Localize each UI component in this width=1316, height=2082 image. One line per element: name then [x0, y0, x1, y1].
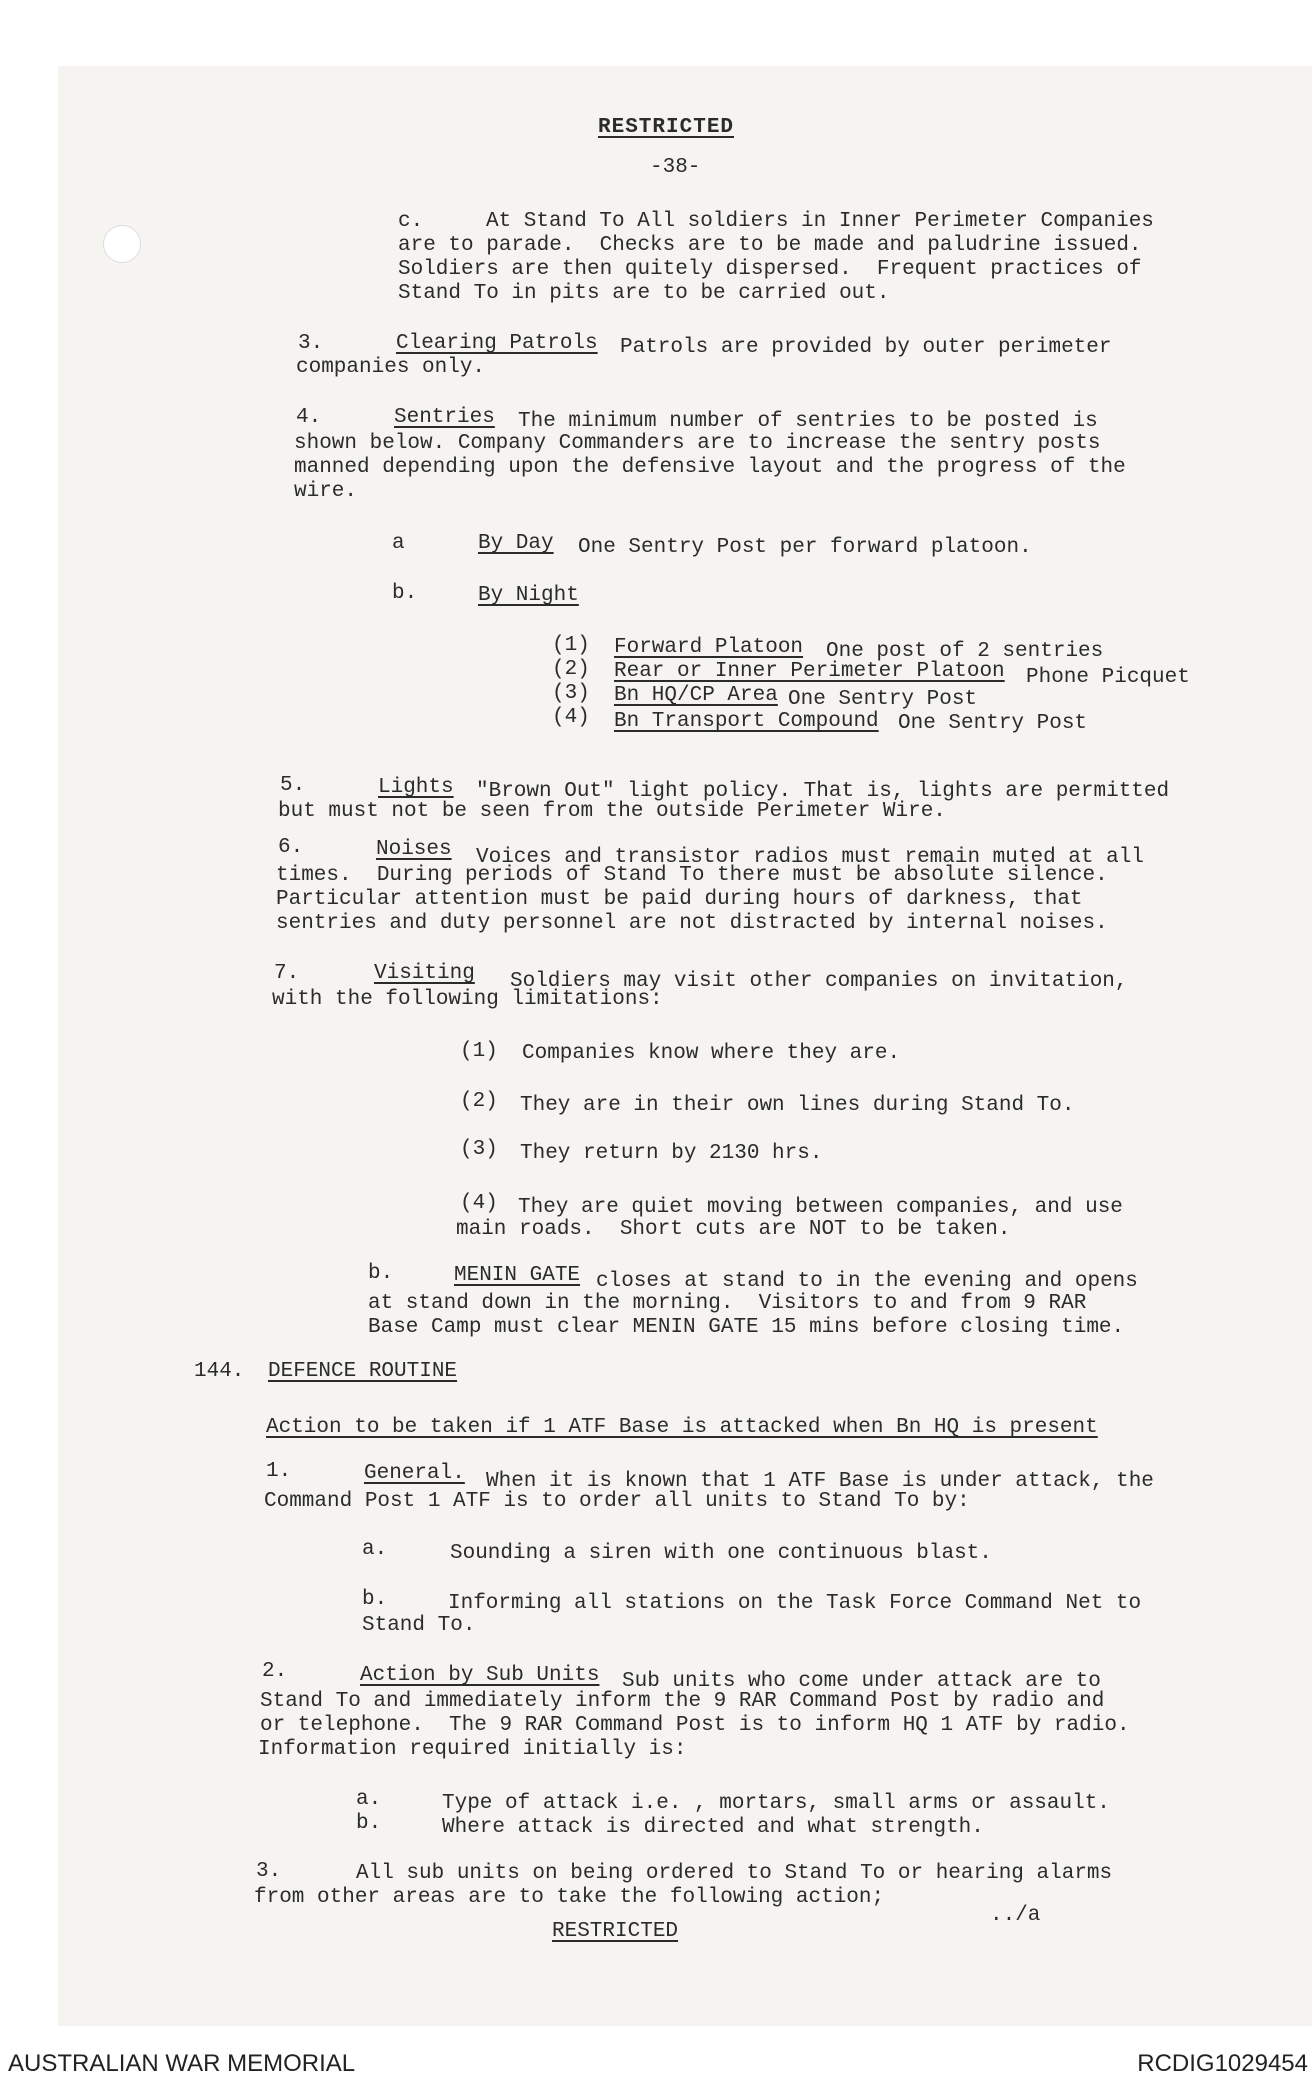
paragraph-line: or telephone. The 9 RAR Command Post is to inform HQ 1 ATF by radio.: [260, 1714, 1130, 1737]
item-heading: MENIN GATE: [454, 1264, 581, 1287]
paragraph-line: Stand To and immediately inform the 9 RAR Command Post by radio and: [260, 1690, 1105, 1713]
sub-item-heading: Bn HQ/CP Area: [614, 684, 778, 707]
paragraph-line: All sub units on being ordered to Stand To or hearing alarms: [356, 1862, 1113, 1885]
sub-item-heading: Rear or Inner Perimeter Platoon: [614, 660, 1005, 683]
paragraph-heading: Clearing Patrols: [396, 332, 598, 355]
punch-hole: [103, 225, 141, 263]
section-heading: DEFENCE ROUTINE: [268, 1360, 458, 1383]
paragraph-number: 4.: [296, 406, 322, 429]
item-text: Informing all stations on the Task Force Command Net to: [448, 1592, 1142, 1615]
item-letter: b.: [356, 1812, 382, 1835]
item-text: Sounding a siren with one continuous blast.: [450, 1542, 992, 1565]
sub-item-number: (1): [460, 1040, 498, 1063]
paragraph-heading: Action by Sub Units: [360, 1664, 600, 1687]
paragraph-line: companies only.: [296, 356, 486, 379]
paragraph-line: Sub units who come under attack are to: [622, 1670, 1101, 1693]
paragraph-line: Soldiers may visit other companies on invitation,: [510, 970, 1128, 993]
sub-item-number: (3): [460, 1138, 498, 1161]
paragraph-line: with the following limitations:: [272, 988, 663, 1011]
paragraph-line: wire.: [294, 480, 358, 503]
sub-item-text: One Sentry Post: [788, 688, 978, 711]
paragraph-line: from other areas are to take the following action;: [254, 1886, 885, 1909]
paragraph-number: 3.: [256, 1860, 282, 1883]
sub-item-text: One post of 2 sentries: [826, 640, 1104, 663]
paragraph-number: 2.: [262, 1660, 288, 1683]
paragraph-line: When it is known that 1 ATF Base is under attack, the: [486, 1470, 1154, 1493]
sub-item-number: (1): [552, 634, 590, 657]
paragraph-line: at stand down in the morning. Visitors to and from 9 RAR: [368, 1292, 1087, 1315]
paragraph-line: "Brown Out" light policy. That is, lights are permitted: [476, 780, 1170, 803]
item-text: Stand To.: [362, 1614, 476, 1637]
sub-item-number: (4): [460, 1192, 498, 1215]
archive-record-id: RCDIG1029454: [1137, 2050, 1308, 2077]
section-number: 144.: [194, 1360, 245, 1383]
sub-item-text: One Sentry Post: [898, 712, 1088, 735]
item-letter: b.: [362, 1588, 388, 1611]
item-letter: a.: [362, 1538, 388, 1561]
paragraph-number: 3.: [298, 332, 324, 355]
sub-item-number: (3): [552, 682, 590, 705]
paragraph-number: 1.: [266, 1460, 292, 1483]
paragraph-line: but must not be seen from the outside Perimeter Wire.: [278, 800, 946, 823]
sub-item-heading: Bn Transport Compound: [614, 710, 879, 733]
sub-item-text: They are quiet moving between companies, and use: [518, 1196, 1123, 1219]
paragraph-line: The minimum number of sentries to be posted is: [518, 410, 1098, 433]
item-heading: By Day: [478, 532, 554, 555]
page-number: -38-: [650, 156, 701, 179]
item-letter: a: [392, 532, 405, 555]
paragraph-line: Soldiers are then quitely dispersed. Frequent practices of: [398, 258, 1142, 281]
paragraph-line: Command Post 1 ATF is to order all units to Stand To by:: [264, 1490, 970, 1513]
paragraph-line: shown below. Company Commanders are to increase the sentry posts: [294, 432, 1101, 455]
paragraph-line: Patrols are provided by outer perimeter: [620, 336, 1112, 359]
paragraph-line: Base Camp must clear MENIN GATE 15 mins before closing time.: [368, 1316, 1125, 1339]
sub-item-text: Companies know where they are.: [522, 1042, 901, 1065]
paragraph-line: are to parade. Checks are to be made and paludrine issued.: [398, 234, 1142, 257]
item-letter: c.: [398, 210, 424, 233]
sub-item-text: main roads. Short cuts are NOT to be taken.: [456, 1218, 1011, 1241]
paragraph-heading: Sentries: [394, 406, 495, 429]
paragraph-number: 7.: [274, 962, 300, 985]
item-letter: b.: [392, 582, 418, 605]
paragraph-heading: General.: [364, 1462, 465, 1485]
sub-item-text: Phone Picquet: [1026, 666, 1190, 689]
paragraph-line: closes at stand to in the evening and opens: [596, 1270, 1138, 1293]
section-subheading: Action to be taken if 1 ATF Base is attacked when Bn HQ is present: [266, 1416, 1098, 1439]
paragraph-line: Stand To in pits are to be carried out.: [398, 282, 890, 305]
sub-item-number: (2): [460, 1090, 498, 1113]
archive-institution: AUSTRALIAN WAR MEMORIAL: [8, 2050, 356, 2077]
paragraph-line: Voices and transistor radios must remain muted at all: [476, 846, 1144, 869]
item-text: Where attack is directed and what strength.: [442, 1816, 984, 1839]
classification-header: RESTRICTED: [598, 116, 735, 139]
paragraph-line: sentries and duty personnel are not distracted by internal noises.: [276, 912, 1108, 935]
paragraph-line: manned depending upon the defensive layout and the progress of the: [294, 456, 1126, 479]
item-letter: a.: [356, 1788, 382, 1811]
sub-item-number: (2): [552, 658, 590, 681]
sub-item-text: They return by 2130 hrs.: [520, 1142, 823, 1165]
paragraph-heading: Visiting: [374, 962, 475, 985]
sub-item-text: They are in their own lines during Stand To.: [520, 1094, 1075, 1117]
sub-item-number: (4): [552, 706, 590, 729]
paragraph-heading: Noises: [376, 838, 452, 861]
paragraph-heading: Lights: [378, 776, 454, 799]
paragraph-line: Particular attention must be paid during hours of darkness, that: [276, 888, 1083, 911]
paragraph-line: At Stand To All soldiers in Inner Perimeter Companies: [486, 210, 1154, 233]
item-text: Type of attack i.e. , mortars, small arms or assault.: [442, 1792, 1110, 1815]
paragraph-line: Information required initially is:: [258, 1738, 687, 1761]
paragraph-number: 6.: [278, 836, 304, 859]
item-text: One Sentry Post per forward platoon.: [578, 536, 1032, 559]
classification-footer: RESTRICTED: [552, 1920, 679, 1943]
item-heading: By Night: [478, 584, 579, 607]
paragraph-line: times. During periods of Stand To there must be absolute silence.: [276, 864, 1108, 887]
continuation-marker: ../a: [990, 1904, 1041, 1927]
sub-item-heading: Forward Platoon: [614, 636, 804, 659]
item-letter: b.: [368, 1262, 394, 1285]
paragraph-number: 5.: [280, 774, 306, 797]
